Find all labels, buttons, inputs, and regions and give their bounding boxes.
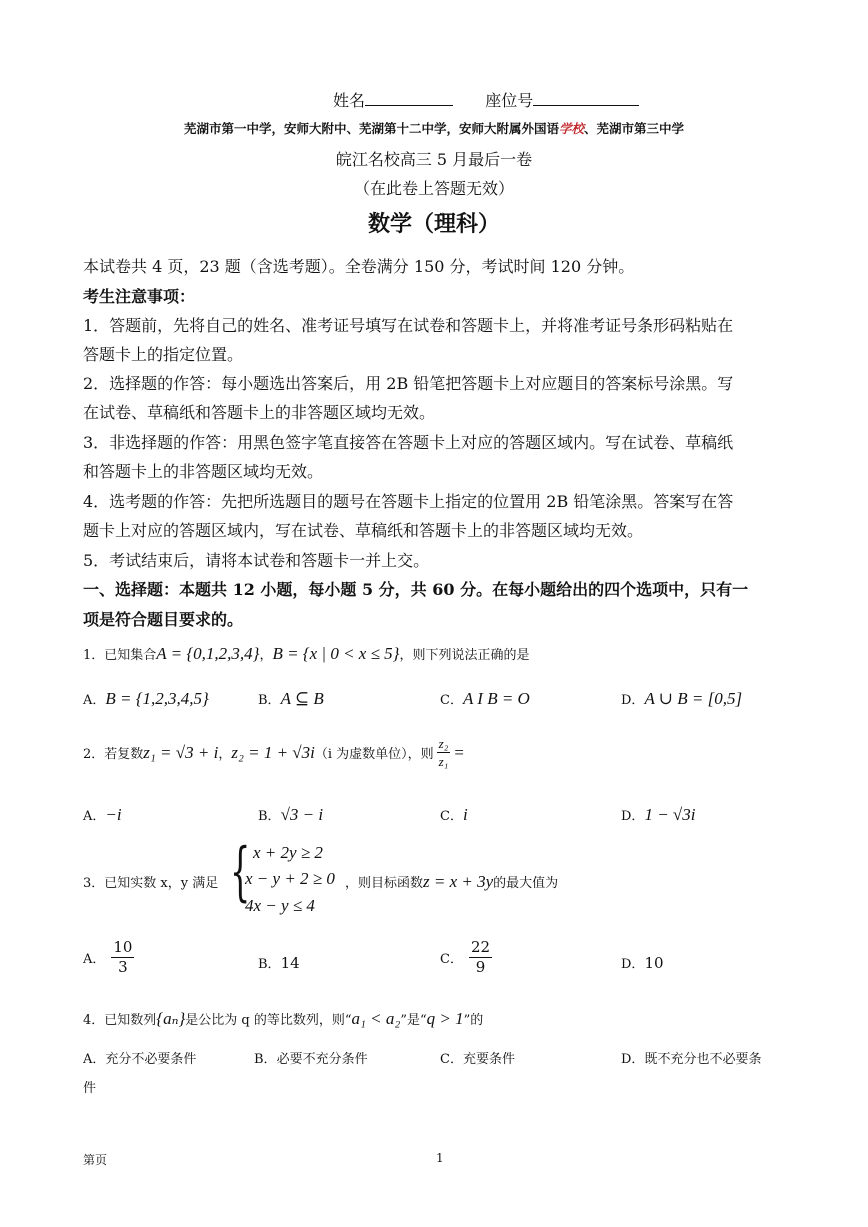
constraint-1: x + 2y ≥ 2: [253, 843, 323, 862]
question-3-option-c: C． $\frac{22}{9}$: [440, 938, 491, 976]
page-number: 1: [436, 1151, 444, 1165]
question-2-option-a: A．−i: [83, 805, 122, 824]
name-label: 姓名: [333, 91, 366, 110]
question-4-stem: 4．已知数列{aₙ}是公比为 q 的等比数列，则“a₁ < a₂”是“q > 1”的: [83, 1009, 484, 1028]
question-1-option-c: C．A I B = O: [440, 689, 530, 708]
note-3-line-1: 3．非选择题的作答：用黑色签字笔直接答在答题卡上对应的答题区域内。写在试卷、草稿纸: [83, 433, 734, 452]
constraint-brace: {: [230, 835, 251, 909]
intro-text: 本试卷共 4 页，23 题（含选考题）。全卷满分 150 分，考试时间 120 分钟。: [83, 257, 635, 276]
note-1-line-2: 答题卡上的指定位置。: [83, 345, 244, 364]
question-3-prefix: 3．已知实数 x，y 满足: [83, 876, 219, 891]
question-3-suffix: ，则目标函数z = x + 3y的最大值为: [345, 872, 559, 891]
question-1-option-d: D．A ∪ B = [0,5]: [621, 689, 743, 708]
question-1-stem: 1．已知集合A = {0,1,2,3,4}，B = {x | 0 < x ≤ 5}，则下列说法正确的是: [83, 644, 530, 663]
objective-function: z = x + 3y: [423, 872, 494, 891]
question-4-option-d: D．既不充分也不必要条: [621, 1052, 762, 1067]
page-title: 数学（理科）: [367, 211, 500, 237]
seat-label: 座位号: [485, 91, 534, 110]
question-1-option-b: B．A ⊆ B: [258, 689, 324, 708]
question-4-option-c: C．充要条件: [440, 1052, 515, 1067]
question-2-stem: 2．若复数 z₁ = √3 + i ， z₂ = 1 + √3i （i 为虚数单位），则 $\frac{\text{z₂}}{\text{z₁}}$ =: [83, 736, 465, 769]
schools-line: 芜湖市第一中学，安师大附中、芜湖第十二中学，安师大附属外国语学校、芜湖市第三中学: [183, 121, 685, 136]
name-seat-line: [333, 88, 639, 111]
set-b: B = {x | 0 < x ≤ 5}: [272, 644, 400, 663]
invalid-note: （在此卷上答题无效）: [353, 179, 514, 198]
note-4-line-2: 题卡上对应的答题区域内，写在试卷、草稿纸和答题卡上的非答题区域均无效。: [83, 521, 644, 540]
question-2-option-d: D．1 − √3i: [621, 805, 696, 824]
question-2-fraction: $\frac{\text{z₂}}{\text{z₁}}$: [438, 736, 449, 769]
question-1-option-a: A．B = {1,2,3,4,5}: [83, 689, 209, 708]
question-3-option-d: D．10: [621, 954, 664, 972]
question-3-option-a: A． $\frac{10}{3}$: [83, 938, 133, 976]
section-1-heading-line-2: 项是符合题目要求的。: [83, 610, 244, 629]
section-1-heading-line-1: 一、选择题：本题共 12 小题，每小题 5 分，共 60 分。在每小题给出的四个选项中，只有一: [83, 580, 749, 599]
note-5-line-1: 5．考试结束后，请将本试卷和答题卡一并上交。: [83, 551, 430, 570]
question-4-option-d-wrap: 件: [83, 1081, 97, 1096]
set-a: A = {0,1,2,3,4}: [156, 644, 260, 663]
note-2-line-1: 2．选择题的作答：每小题选出答案后，用 2B 铅笔把答题卡上对应题目的答案标号涂黑。写: [83, 374, 734, 393]
footer-label: 第页: [83, 1153, 108, 1167]
note-1-line-1: 1．答题前，先将自己的姓名、准考证号填写在试卷和答题卡上，并将准考证号条形码粘贴在: [83, 316, 734, 335]
schools-highlight: 学校: [558, 121, 584, 136]
exam-name: 皖江名校高三 5 月最后一卷: [335, 150, 533, 169]
question-2-option-c: C．i: [440, 805, 468, 824]
seat-blank: [533, 104, 639, 106]
notes-title: 考生注意事项：: [83, 287, 196, 306]
note-3-line-2: 和答题卡上的非答题区域均无效。: [83, 462, 324, 481]
name-blank: [365, 104, 453, 106]
note-4-line-1: 4．选考题的作答：先把所选题目的题号在答题卡上指定的位置用 2B 铅笔涂黑。答案写在答: [83, 492, 734, 511]
question-3-option-b: B．14: [258, 954, 300, 972]
note-2-line-2: 在试卷、草稿纸和答题卡上的非答题区域均无效。: [83, 403, 436, 422]
question-4-option-b: B．必要不充分条件: [254, 1052, 368, 1067]
constraint-3: 4x − y ≤ 4: [245, 896, 315, 915]
question-2-option-b: B．√3 − i: [258, 805, 324, 824]
question-4-option-a: A．充分不必要条件: [83, 1052, 197, 1067]
constraint-2: x − y + 2 ≥ 0: [245, 869, 335, 888]
